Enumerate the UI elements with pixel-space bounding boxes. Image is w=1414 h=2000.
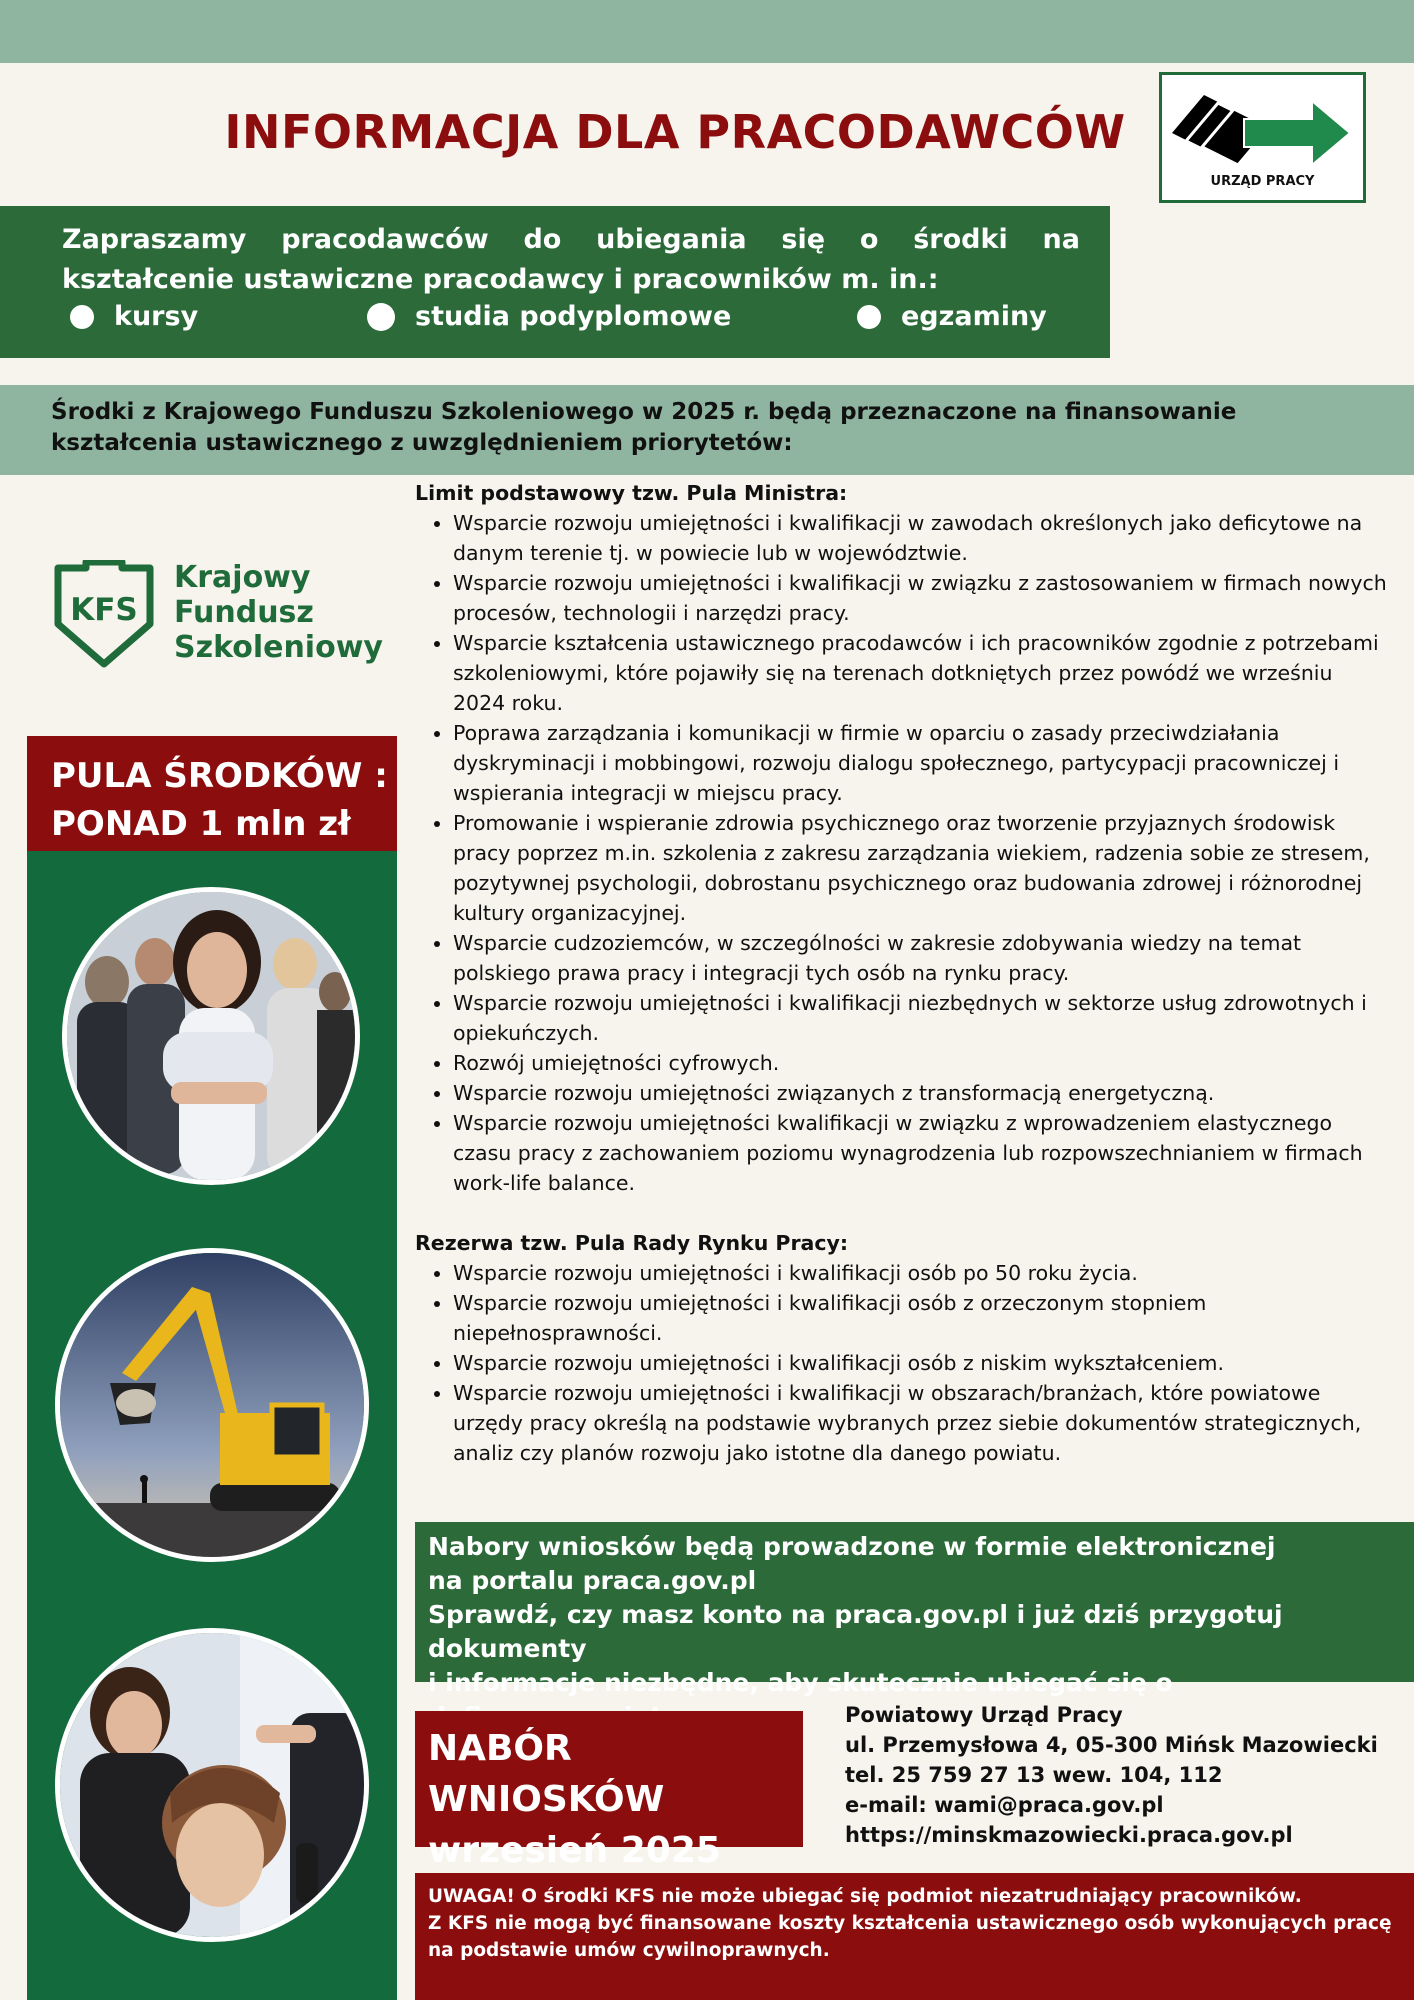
nabor-date-box — [415, 1711, 803, 1871]
bullet-icon — [857, 305, 881, 329]
contact-url: https://minskmazowiecki.praca.gov.pl — [845, 1823, 1293, 1847]
nabory-line-1: Nabory wniosków będą prowadzone w formie elektronicznej — [428, 1532, 1276, 1561]
intro-item-egzaminy — [857, 301, 1047, 332]
list-item: • Wsparcie rozwoju umiejętności i kwalifikacji w zawodach określonych jako deficytowe na danym terenie tj. w powiecie lub w województwie. — [453, 508, 1390, 568]
priority-line-1: Środki z Krajowego Funduszu Szkoleniowego w 2025 r. będą przeznaczone na finansowanie — [51, 399, 1237, 425]
list-item: • Poprawa zarządzania i komunikacji w firmie w oparciu o zasady przeciwdziałania dyskryminacji i mobbingowi, rozwoju dialogu społecznego, partycypacji pracowniczej i wspierania integracji w miejscu pracy. — [453, 718, 1390, 808]
bullet-icon — [367, 303, 395, 331]
list-item: • Wsparcie rozwoju umiejętności związanych z transformacją energetyczną. — [453, 1078, 1390, 1108]
kfs-shield-icon — [48, 560, 160, 668]
intro-box — [0, 206, 1110, 358]
nabory-info-box — [415, 1522, 1414, 1697]
contact-address: ul. Przemysłowa 4, 05-300 Mińsk Mazowiecki — [845, 1733, 1378, 1757]
top-band — [0, 0, 1414, 63]
intro-item-label: studia podyplomowe — [415, 301, 732, 332]
urzad-pracy-logo — [1159, 72, 1366, 203]
hairdresser-photo — [55, 1628, 369, 1942]
section-heading-pula-ministra: Limit podstawowy tzw. Pula Ministra: — [415, 481, 848, 505]
nabor-line-1: NABÓR WNIOSKÓW — [428, 1728, 665, 1820]
rezerwa-list — [415, 1258, 1390, 1468]
kfs-name-line-1: Krajowy — [174, 560, 311, 595]
urzad-pracy-logo-text: URZĄD PRACY — [1210, 174, 1315, 189]
list-item: • Wsparcie cudzoziemców, w szczególności w zakresie zdobywania wiedzy na temat polskiego prawa pracy i integracji tych osób na rynku pracy. — [453, 928, 1390, 988]
page-title: INFORMACJA DLA PRACODAWCÓW — [224, 105, 1126, 159]
list-item: • Promowanie i wspieranie zdrowia psychicznego oraz tworzenie przyjaznych środowisk pracy poprzez m.in. szkolenia z zakresu zarządzania wiekiem, radzenia sobie ze stresem, pozytywnej psychologii, dobrostanu psychicznego oraz budowania zdrowej i różnorodnej kultury organizacyjnej. — [453, 808, 1390, 928]
kfs-abbr: KFS — [70, 592, 138, 628]
businesswoman-photo — [62, 887, 360, 1185]
uwaga-line-3: na podstawie umów cywilnoprawnych. — [428, 1940, 830, 1961]
nabor-line-2: wrzesień 2025 — [428, 1830, 721, 1871]
list-item: • Wsparcie rozwoju umiejętności i kwalifikacji osób po 50 roku życia. — [453, 1258, 1390, 1288]
pula-box — [27, 736, 397, 851]
uwaga-line-1: UWAGA! O środki KFS nie może ubiegać się podmiot niezatrudniający pracowników. — [428, 1886, 1302, 1907]
contact-email: e-mail: wami@praca.gov.pl — [845, 1793, 1164, 1817]
uwaga-notice — [415, 1873, 1414, 2000]
list-item: • Wsparcie rozwoju umiejętności i kwalifikacji niezbędnych w sektorze usług zdrowotnych i opiekuńczych. — [453, 988, 1390, 1048]
kfs-name-line-2: Fundusz — [174, 595, 314, 630]
pula-line-1: PULA ŚRODKÓW : — [51, 756, 388, 796]
intro-item-studia — [367, 301, 731, 332]
intro-item-label: kursy — [114, 301, 199, 332]
list-item: • Rozwój umiejętności cyfrowych. — [453, 1048, 1390, 1078]
list-item: • Wsparcie rozwoju umiejętności i kwalifikacji w związku z zastosowaniem w firmach nowych procesów, technologii i narzędzi pracy. — [453, 568, 1390, 628]
urzad-pracy-arrow-icon — [1172, 83, 1357, 175]
priorities-text — [415, 478, 1390, 1468]
contact-info — [845, 1700, 1405, 1850]
pula-line-2: PONAD 1 mln zł — [51, 804, 351, 844]
contact-phone: tel. 25 759 27 13 wew. 104, 112 — [845, 1763, 1223, 1787]
list-item: • Wsparcie kształcenia ustawicznego pracodawców i ich pracowników zgodnie z potrzebami szkoleniowymi, które pojawiły się na terenach dotkniętych przez powódź we wrześniu 2024 roku. — [453, 628, 1390, 718]
list-item: • Wsparcie rozwoju umiejętności kwalifikacji w związku z wprowadzeniem elastycznego czasu pracy z zachowaniem poziomu wynagrodzenia lub rozpowszechnianiem w firmach work-life balance. — [453, 1108, 1390, 1198]
kfs-name — [174, 560, 383, 665]
bullet-icon — [70, 305, 94, 329]
intro-item-label: egzaminy — [901, 301, 1047, 332]
priority-line-2: kształcenia ustawicznego z uwzględnieniem priorytetów: — [51, 430, 793, 456]
list-item: • Wsparcie rozwoju umiejętności i kwalifikacji w obszarach/branżach, które powiatowe urzędy pracy określą na podstawie wybranych przez siebie dokumentów strategicznych, analiz czy planów rozwoju jako istotne dla danego powiatu. — [453, 1378, 1390, 1468]
contact-org: Powiatowy Urząd Pracy — [845, 1703, 1123, 1727]
uwaga-line-2: Z KFS nie mogą być finansowane koszty kształcenia ustawicznego osób wykonujących pracę — [428, 1913, 1392, 1934]
intro-text: Zapraszamy pracodawców do ubiegania się o środki na kształcenie ustawiczne pracodawcy i pracowników m. in.: — [62, 224, 1080, 295]
nabory-line-2: na portalu praca.gov.pl — [428, 1566, 757, 1595]
excavator-photo — [55, 1248, 369, 1562]
kfs-logo — [48, 560, 383, 675]
list-item: • Wsparcie rozwoju umiejętności i kwalifikacji osób z orzeczonym stopniem niepełnosprawności. — [453, 1288, 1390, 1348]
nabory-line-4: i informacje niezbędne, aby skutecznie ubiegać się o — [428, 1668, 1173, 1697]
intro-item-kursy — [70, 301, 198, 332]
list-item: • Wsparcie rozwoju umiejętności i kwalifikacji osób z niskim wykształceniem. — [453, 1348, 1390, 1378]
section-heading-rezerwa: Rezerwa tzw. Pula Rady Rynku Pracy: — [415, 1231, 849, 1255]
priority-banner — [0, 385, 1414, 475]
pula-ministra-list — [415, 508, 1390, 1198]
nabory-line-3: Sprawdź, czy masz konto na praca.gov.pl i już dziś przygotuj dokumenty — [428, 1600, 1283, 1663]
kfs-name-line-3: Szkoleniowy — [174, 630, 383, 665]
